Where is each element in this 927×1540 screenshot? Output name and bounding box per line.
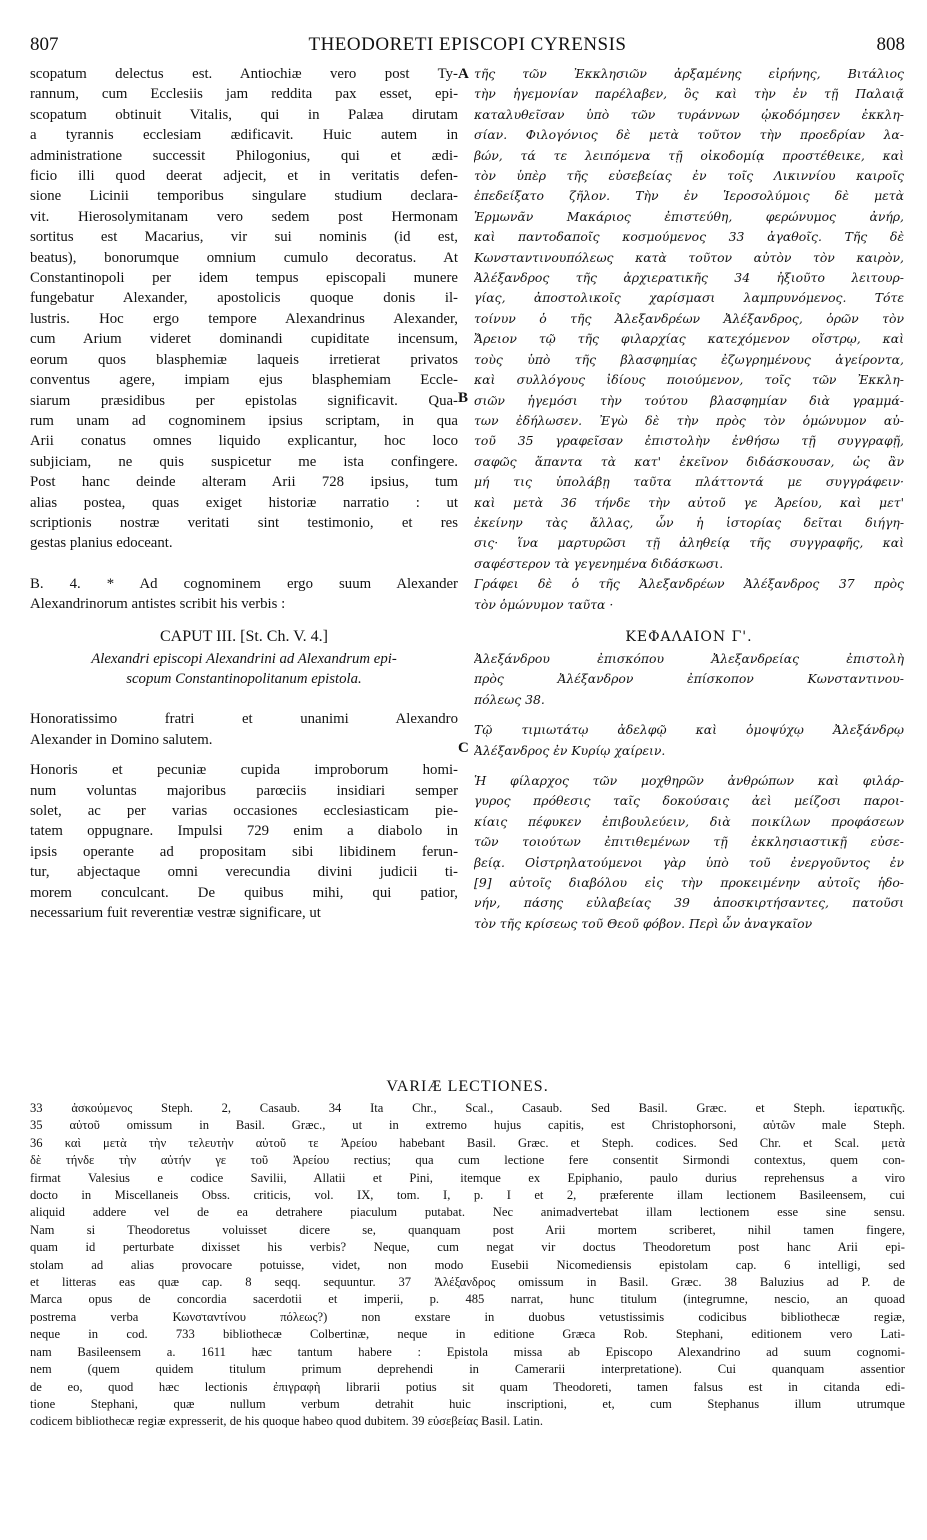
latin-chapter-heading: CAPUT III. [St. Ch. V. 4.]: [159, 627, 329, 645]
note-line: tione Stephani, quæ nullum verbum detrahit huic inscriptioni, et, cum Stephanus illum utrumque: [30, 1396, 905, 1411]
text-line: vit. Hierosolymitanam vero sedem post Hermonam: [30, 208, 458, 225]
note-line: codicem bibliothecæ regiæ expresserit, de his quoque habeo quod dubitem. 39 εὐσεβείας Basil. Latin.: [30, 1414, 543, 1429]
text-line: solet, ac per varias occasiones ecclesiasticam pie-: [30, 803, 458, 819]
text-line: B. 4. * Ad cognominem ergo suum Alexander: [30, 575, 458, 592]
text-line: καταλυθεῖσαν ὑπὸ τῶν τυράννων ᾠκοδόμησεν ἐκκλη-: [474, 106, 904, 122]
text-line: siarum præsidibus per epistolas significavit. Qua-: [30, 392, 458, 409]
text-line: Alexandrinorum antistes scribit his verbis :: [30, 596, 286, 613]
text-line: τῆς τῶν Ἐκκλησιῶν ἀρξαμένης εἰρήνης, Βιτάλιος: [474, 66, 904, 81]
greek-chapter-heading: ΚΕΦΑΛΑΙΟΝ Γ'.: [625, 628, 753, 645]
text-line: gestas planius edoceant.: [30, 535, 173, 552]
latin-paragraph-4: [30, 760, 458, 923]
note-line: 36 καὶ μετὰ τὴν τελευτὴν αὐτοῦ τε Ἀρείου habebant Basil. Græc. et Steph. codices. Sed Chr. et Scal. μετὰ: [30, 1135, 905, 1150]
text-line: σαφέστερον τὰ γεγενημένα διδάσκωσι.: [474, 555, 724, 571]
note-line: quam id perturbate dixisset his verbis? Neque, cum negat vir doctus Theodoretum post hanc Arii epi-: [30, 1240, 905, 1255]
subtitle-line: πρὸς Ἀλέξανδρον ἐπίσκοπον Κωνσταντινου-: [474, 671, 904, 687]
text-line: sione Licinii temporibus singulare studium declara-: [30, 188, 458, 205]
text-line: ἐπεδείξατο ζῆλον. Τὴν ἐν Ἱεροσολύμοις δὲ μετὰ: [474, 188, 904, 204]
text-line: Arii conatus omnes liquido explicantur, hoc loco: [30, 433, 458, 450]
text-line: alias postea, quas exiget historiæ narratio : ut: [30, 494, 458, 511]
text-line: βείᾳ. Οἰστρηλατούμενοι γὰρ ὑπὸ τοῦ ἐνεργοῦντος ἐν: [474, 854, 904, 870]
latin-salutation: [30, 709, 458, 750]
note-line: nem (quem quidem titulum primum deprehendi in Camerarii interpretatione). Cui quanquam assentior: [30, 1362, 905, 1377]
text-line: τὸν ὁμώνυμον ταῦτα ·: [474, 596, 614, 612]
text-line: τοῦ 35 γραφεῖσαν ἐπιστολὴν ἐνθήσω τῇ συγγραφῇ,: [474, 433, 904, 449]
text-line: eorum quos blasphemiæ laqueis irretierat privatos: [30, 351, 458, 368]
text-line: ipsis operante ad propositam sibi libidinem ferun-: [30, 843, 458, 860]
subtitle-line: Alexandri episcopi Alexandrini ad Alexandrum epi-: [91, 650, 397, 667]
text-line: subjiciam, ne quis suspicetur me ista confingere.: [30, 453, 458, 470]
greek-paragraph-2: [474, 574, 904, 615]
text-line: σις· ἵνα μαρτυρῶσι τῇ ἀληθείᾳ τῆς συγγραφῆς, καὶ: [474, 535, 904, 551]
text-line: Κωνσταντινουπόλεως κατὰ τοῦτον αὐτὸν τὸν καιρὸν,: [474, 249, 904, 265]
text-line: cum Arium videret dominandi cupiditate incensum,: [30, 331, 458, 348]
note-line: stolam ad alias provocare potuisse, videt, non modo Eusebii Nicomediensis epistolam cap. 6 intelligi, sed: [30, 1257, 905, 1272]
text-line: beatus), bonorumque omnium cumulo decoratus. At: [30, 249, 458, 266]
margin-letter-c: C: [458, 740, 469, 756]
note-line: nam Basileensem a. 1611 hæc tantum habere : Epistola missa ab Episcopo Alexandrino ad suum cognomi-: [30, 1344, 905, 1359]
text-line: Constantinopoli per idem tempus episcopali munere: [30, 270, 458, 287]
note-line: postrema verba Κωνσταντίνου πόλεως?) non exstare in duobus vetustissimis codicibus bibliothecæ regiæ,: [30, 1309, 905, 1324]
greek-paragraph-1: [474, 64, 904, 574]
text-line: μή τις ὑπολάβῃ ταῦτα πλάττοντά με συγγράφειν·: [474, 474, 904, 490]
note-line: et litteras eas quæ cap. 8 seqq. sequuntur. 37 Ἀλέξανδρος omissum in Basil. Græc. 38 Baluzius ad P. de: [30, 1275, 905, 1290]
greek-salutation: [474, 720, 904, 761]
text-line: τὴν ἡγεμονίαν παρέλαβεν, ὃς καὶ τὴν ἐν τῇ Παλαιᾷ: [474, 86, 904, 102]
text-line: Alexander in Domino salutem.: [30, 731, 213, 748]
note-line: Marca opus de concordia sacerdotii et imperii, p. 485 narrat, hunc titulum (integrumne, nescio, an quoad: [30, 1292, 905, 1307]
text-line: scopatum obtinuit Vitalis, qui in Palæa dirutam: [30, 106, 458, 123]
text-line: rum unam ad cognominem ipsius scriptam, in qua: [30, 412, 458, 429]
text-line: Ἀλέξανδρος ἐν Κυρίῳ χαίρειν.: [474, 742, 666, 758]
text-line: σίαν. Φιλογόνιος δὲ μετὰ τοῦτον τὴν προεδρίαν λα-: [474, 127, 904, 143]
text-line: Ἄρειον τῷ τῆς φιλαρχίας κατεχόμενον οἴστρῳ, καὶ: [474, 331, 904, 347]
variae-notes: [30, 1100, 905, 1431]
text-line: Τῷ τιμιωτάτῳ ἀδελφῷ καὶ ὁμοψύχῳ Ἀλεξάνδρῳ: [474, 722, 904, 738]
text-line: νήν, πάσης εὐλαβείας 39 ἀποσκιρτήσαντες, πατοῦσι: [474, 895, 904, 911]
note-line: 33 ἀσκούμενος Steph. 2, Casaub. 34 Ita Chr., Scal., Casaub. Sed Basil. Græc. et Steph. ἱερατικῆς.: [30, 1101, 905, 1115]
text-line: [9] αὐτοῖς διαβόλου εἰς τὴν προκειμένην αὐτοῖς ἡδο-: [474, 875, 904, 891]
latin-column: [30, 64, 458, 923]
latin-chapter-subtitle: [30, 649, 458, 690]
text-line: tatem oppugnare. Impulsi 729 enim a diabolo in: [30, 823, 458, 840]
note-line: aliquid addere vel de ea detrahere piaculum putabat. Nec animadvertebat illam lectionem esse sine sensu.: [30, 1205, 905, 1220]
running-title: THEODORETI EPISCOPI CYRENSIS: [308, 34, 627, 55]
page-number-left: 807: [30, 34, 59, 55]
latin-paragraph-2: [30, 574, 458, 615]
text-line: βών, τά τε λειπόμενα τῇ οἰκοδομίᾳ προστέθεικε, καὶ: [474, 147, 904, 163]
text-line: Post hanc deinde alteram Arii 728 ipsius, tum: [30, 474, 458, 491]
text-line: γυρος πρόθεσις ταῖς δοκούσαις ἀεὶ μείζοσι παροι-: [474, 793, 904, 809]
margin-letter-a: A: [458, 66, 469, 82]
subtitle-line: scopum Constantinopolitanum epistola.: [126, 670, 362, 687]
text-line: scopatum delectus est. Antiochiæ vero post Ty-: [30, 66, 458, 82]
text-line: γίας, ἀποστολικοῖς χαρίσμασι λαμπρυνόμενος. Τότε: [474, 290, 904, 306]
note-line: δὲ τήνδε τὴν αὐτήν γε τοῦ Ἀρείου rectius; qua cum lectione fere consentit Sirmondi contextus, quem con-: [30, 1153, 905, 1168]
note-line: de eo, quod hæc lectionis ἐπιγραφὴ librarii potius sit quam Theodoreti, tamen falsus est in citanda edi-: [30, 1379, 905, 1394]
text-line: Ἀλέξανδρος τῆς ἀρχιερατικῆς 34 ἠξιοῦτο λειτουρ-: [474, 270, 904, 286]
text-line: ficio illi quod deerat adjecit, et in veritatis defen-: [30, 168, 458, 185]
greek-column: [474, 64, 904, 934]
text-line: necessarium fuit reverentiæ vestræ significare, ut: [30, 905, 321, 922]
note-line: neque in cod. 733 bibliothecæ Colbertinæ, neque in editione Græca Rob. Stephani, editionem vero Lati-: [30, 1327, 905, 1342]
margin-letter-b: B: [458, 390, 469, 406]
text-line: Honoratissimo fratri et unanimi Alexandro: [30, 711, 458, 728]
note-line: 35 αὐτοῦ omissum in Basil. Græc., ut in extremo hujus capitis, est Christophorsoni, αὐτῶν male Steph.: [30, 1118, 905, 1133]
variae-title: VARIÆ LECTIONES.: [386, 1078, 549, 1095]
text-line: τῶν τοιούτων ἐπιτιθεμένων τῇ ἐκκλησιαστικῇ εὐσε-: [474, 834, 904, 850]
page-number-right: 808: [876, 34, 905, 55]
text-line: τοὺς ὑπὸ τῆς βλασφημίας ἐζωγρημένους ἀγείροντα,: [474, 351, 904, 367]
note-line: firmat Valesius e codice Savilii, Allatii et Pini, itemque ex Epiphanio, paulo durius reprehensus a viro: [30, 1170, 905, 1185]
text-line: των ἐδήλωσεν. Ἐγὼ δὲ τὴν πρὸς τὸν ὁμώνυμον αὐ-: [474, 412, 904, 428]
text-line: σαφῶς ἅπαντα τὰ κατ' ἐκεῖνον διδάσκουσαν, ὡς ἂν: [474, 453, 904, 469]
text-line: num voluntas majoribus parœciis insidiari semper: [30, 782, 458, 799]
text-line: Honoris et pecuniæ cupida improborum homi-: [30, 762, 458, 779]
text-line: rannum, cum Ecclesiis jam reddita pax esset, epi-: [30, 86, 458, 103]
text-line: tur, abjectaque omni verecundia divini judicii ti-: [30, 864, 458, 881]
text-line: Ἑρμωνᾶν Μακάριος ἐπιστεύθη, φερώνυμος ἀνήρ,: [474, 208, 904, 224]
text-line: conventus agere, impiam ejus blasphemiam Eccle-: [30, 372, 458, 389]
text-line: Γράφει δὲ ὁ τῆς Ἀλεξανδρέων Ἀλέξανδρος 37 πρὸς: [474, 576, 904, 592]
text-line: lustris. Hoc ergo tempore Alexandrinus Alexander,: [30, 310, 458, 327]
greek-paragraph-4: [474, 771, 904, 934]
text-line: ἐκείνην τὰς ἄλλας, ὧν ἡ ἱστορίας δεῖται διήγη-: [474, 514, 904, 530]
note-line: docto in Miscellaneis Obss. criticis, vol. IX, tom. I, p. I et 2, præferente illam lectionem Basileensem, cui: [30, 1188, 905, 1203]
subtitle-line: Ἀλεξάνδρου ἐπισκόπου Ἀλεξανδρείας ἐπιστολὴ: [474, 650, 904, 666]
text-line: fungebatur Alexander, apostolicis quoque donis il-: [30, 290, 458, 307]
text-line: καὶ συλλόγους ἰδίους ποιούμενον, τοῖς τῶν Ἐκκλη-: [474, 372, 904, 388]
subtitle-line: πόλεως 38.: [474, 691, 545, 707]
text-line: morem conculcant. De quibus mihi, qui patior,: [30, 884, 458, 901]
text-line: a tyrannis ecclesiam ædificavit. Huic autem in: [30, 127, 458, 144]
text-line: σιῶν ἡγεμόσι τὴν τούτου βλασφημίαν διὰ γραμμά-: [474, 392, 904, 408]
text-line: κίαις πέφυκεν ἐπιβουλεύειν, διὰ ποικίλων προφάσεων: [474, 813, 904, 829]
text-line: sortitus est Macarius, vir sui nominis (id est,: [30, 229, 458, 246]
text-line: καὶ μετὰ 36 τήνδε τὴν αὐτοῦ γε Ἀρείου, καὶ μετ': [474, 494, 904, 510]
text-line: administratione successit Philogonius, qui et ædi-: [30, 147, 458, 164]
note-line: Nam si Theodoretus voluisset dicere se, quanquam post Arii mortem scriberet, nihil tamen fingere,: [30, 1222, 905, 1237]
latin-paragraph-1: [30, 64, 458, 554]
text-line: Ἡ φίλαρχος τῶν μοχθηρῶν ἀνθρώπων καὶ φιλάρ-: [474, 773, 904, 788]
text-line: καὶ παντοδαποῖς κοσμούμενος 33 ἀγαθοῖς. Τῆς δὲ: [474, 229, 904, 245]
text-line: τοίνυν ὁ τῆς Ἀλεξανδρέων Ἀλέξανδρος, ὁρῶν τὸν: [474, 310, 904, 326]
text-line: τὸν τῆς κρίσεως τοῦ Θεοῦ φόβον. Περὶ ὧν ἀναγκαῖον: [474, 915, 813, 931]
variae-lectiones: [30, 1078, 905, 1431]
greek-chapter-subtitle: [474, 649, 904, 710]
running-header: [30, 34, 905, 60]
text-line: scriptionis nostræ veritati sint testimonio, et res: [30, 514, 458, 531]
text-line: τὸν ὑπὲρ τῆς εὐσεβείας ἐν τοῖς Λικιννίου καιροῖς: [474, 168, 904, 184]
